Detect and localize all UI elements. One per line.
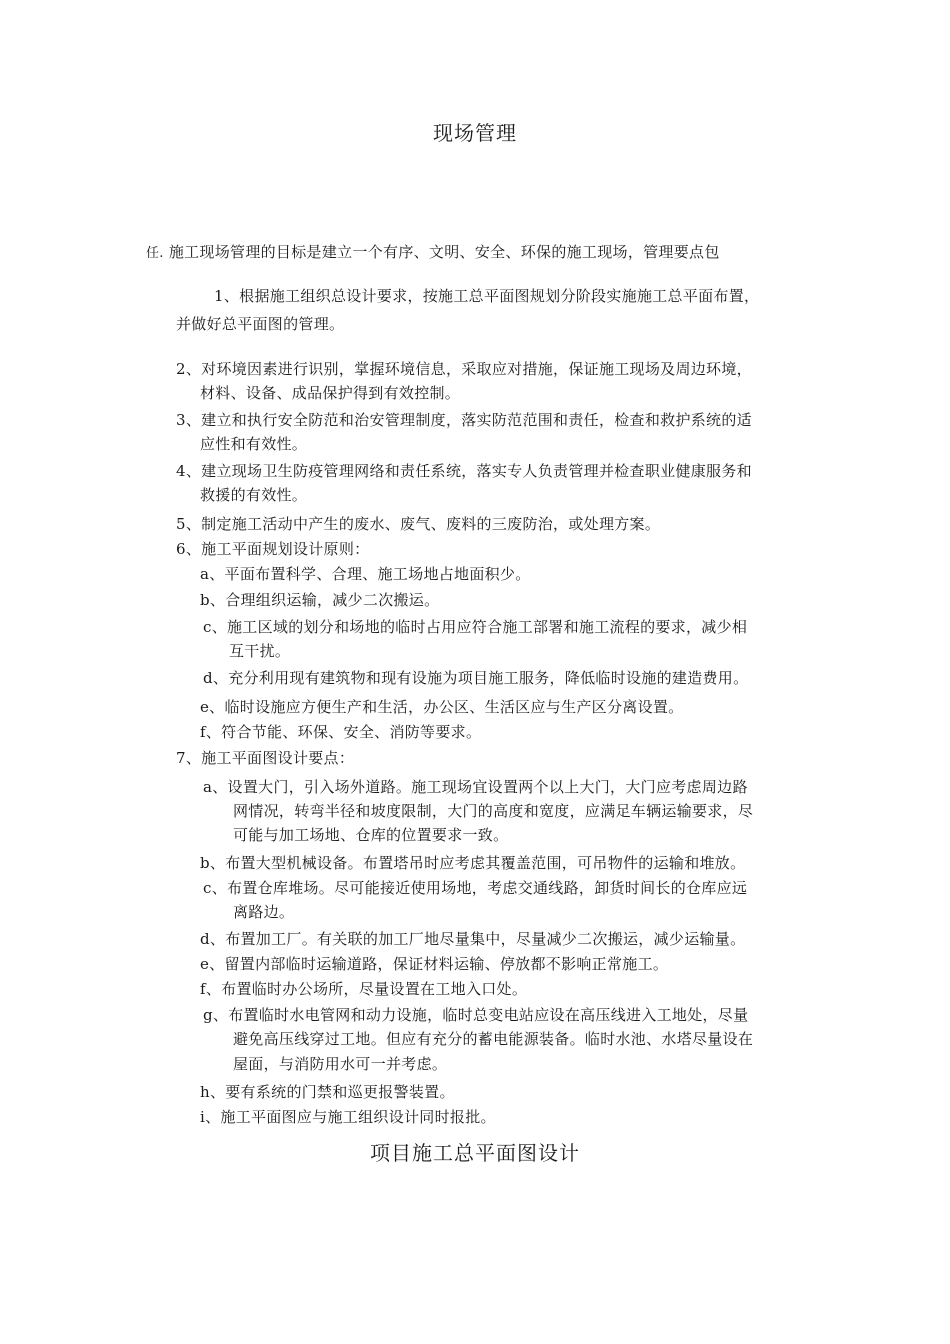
item-7-heading: 7、施工平面图设计要点：: [176, 749, 355, 767]
item-2-line-2: 材料、设备、成品保护得到有效控制。: [200, 384, 461, 402]
item-6-c-line-1: c、施工区域的划分和场地的临时占用应符合施工部署和施工流程的要求，减少相: [203, 618, 748, 636]
item-1-line-1: 1、根据施工组织总设计要求，按施工总平面图规划分阶段实施施工总平面布置，: [214, 287, 760, 305]
intro-paragraph: [146, 242, 720, 264]
item-7-c-line-1: c、布置仓库堆场。尽可能接近使用场地，考虑交通线路，卸货时间长的仓库应远: [203, 879, 748, 897]
item-5: 5、制定施工活动中产生的废水、废气、废料的三废防治，或处理方案。: [176, 515, 661, 533]
intro-marker: 任.: [146, 246, 164, 261]
item-7-b: b、布置大型机械设备。布置塔吊时应考虑其覆盖范围，可吊物件的运输和堆放。: [200, 854, 746, 872]
item-7-a-line-3: 可能与加工场地、仓库的位置要求一致。: [233, 826, 509, 844]
item-6-d: d、充分利用现有建筑物和现有设施为项目施工服务，降低临时设施的建造费用。: [203, 669, 749, 687]
item-6-c-line-2: 互干扰。: [229, 642, 291, 660]
item-7-g-line-2: 避免高压线穿过工地。但应有充分的蓄电能源装备。临时水池、水塔尽量设在: [233, 1030, 754, 1048]
item-4-line-2: 救援的有效性。: [200, 486, 308, 504]
item-6-b: b、合理组织运输，减少二次搬运。: [200, 591, 440, 609]
item-7-d: d、布置加工厂。有关联的加工厂地尽量集中，尽量减少二次搬运，减少运输量。: [200, 930, 746, 948]
item-7-a-line-2: 网情况，转弯半径和坡度限制，大门的高度和宽度，应满足车辆运输要求，尽: [233, 802, 754, 820]
item-6-heading: 6、施工平面规划设计原则：: [176, 540, 370, 558]
item-7-g-line-3: 屋面，与消防用水可一并考虑。: [233, 1055, 448, 1073]
item-6-e: e、临时设施应方便生产和生活，办公区、生活区应与生产区分离设置。: [200, 698, 684, 716]
item-6-f: f、符合节能、环保、安全、消防等要求。: [200, 723, 482, 741]
section-title: 项目施工总平面图设计: [370, 1141, 580, 1165]
page-title: 现场管理: [433, 121, 517, 145]
intro-text: 施工现场管理的目标是建立一个有序、文明、安全、环保的施工现场，管理要点包: [168, 243, 720, 261]
item-6-a: a、平面布置科学、合理、施工场地占地面积少。: [200, 565, 531, 583]
item-7-h: h、要有系统的门禁和巡更报警装置。: [200, 1083, 455, 1101]
item-3-line-1: 3、建立和执行安全防范和治安管理制度，落实防范范围和责任，检查和救护系统的适: [176, 411, 752, 429]
item-1-line-2: 并做好总平面图的管理。: [176, 315, 345, 333]
item-7-e: e、留置内部临时运输道路，保证材料运输、停放都不影响正常施工。: [200, 955, 669, 973]
item-7-c-line-2: 离路边。: [233, 903, 295, 921]
item-7-i: i、施工平面图应与施工组织设计同时报批。: [200, 1108, 496, 1126]
item-4-line-1: 4、建立现场卫生防疫管理网络和责任系统，落实专人负责管理并检查职业健康服务和: [176, 462, 752, 480]
item-7-g-line-1: g、布置临时水电管网和动力设施，临时总变电站应设在高压线进入工地处，尽量: [203, 1006, 749, 1024]
item-7-a-line-1: a、设置大门，引入场外道路。施工现场宜设置两个以上大门，大门应考虑周边路: [203, 778, 748, 796]
item-7-f: f、布置临时办公场所，尽量设置在工地入口处。: [200, 980, 528, 998]
item-3-line-2: 应性和有效性。: [200, 435, 308, 453]
item-2-line-1: 2、对环境因素进行识别，掌握环境信息，采取应对措施，保证施工现场及周边环境，: [176, 360, 752, 378]
